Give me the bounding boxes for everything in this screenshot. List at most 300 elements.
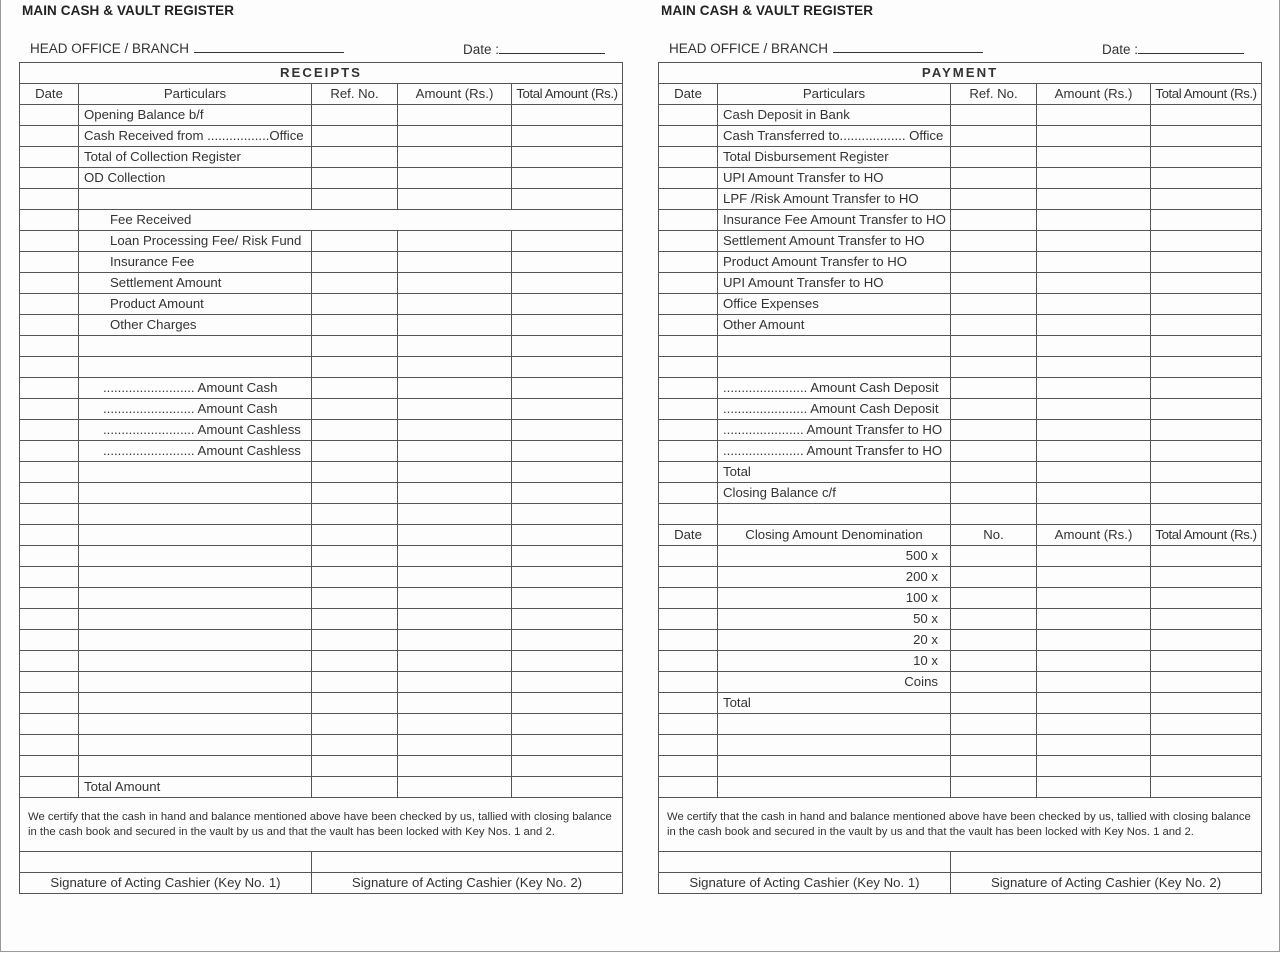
amount-cell[interactable] — [1037, 609, 1151, 630]
date-cell[interactable] — [20, 315, 79, 336]
particulars-cell: Total Disbursement Register — [718, 147, 951, 168]
amount-cell[interactable] — [1037, 441, 1151, 462]
date-cell[interactable] — [20, 168, 79, 189]
count-cell[interactable] — [951, 567, 1037, 588]
total-amount-cell[interactable] — [512, 567, 623, 588]
ref-no-cell[interactable] — [951, 441, 1037, 462]
total-amount-cell[interactable] — [1151, 168, 1262, 189]
signature-2-field[interactable] — [312, 852, 623, 873]
date-cell[interactable] — [659, 126, 718, 147]
ref-no-cell[interactable] — [951, 126, 1037, 147]
amount-cell[interactable] — [398, 714, 512, 735]
date-cell[interactable] — [659, 294, 718, 315]
total-amount-cell[interactable] — [1151, 252, 1262, 273]
amount-cell[interactable] — [398, 777, 512, 798]
amount-cell[interactable] — [398, 441, 512, 462]
date-cell[interactable] — [20, 378, 79, 399]
count-cell[interactable] — [951, 588, 1037, 609]
ref-no-cell[interactable] — [312, 315, 398, 336]
amount-cell[interactable] — [1037, 168, 1151, 189]
date-cell[interactable] — [659, 504, 718, 525]
total-amount-cell[interactable] — [1151, 651, 1262, 672]
total-amount-cell[interactable] — [1151, 504, 1262, 525]
ref-no-cell[interactable] — [951, 168, 1037, 189]
date-cell[interactable] — [20, 231, 79, 252]
amount-cell[interactable] — [398, 189, 512, 210]
total-amount-cell[interactable] — [1151, 126, 1262, 147]
date-field[interactable] — [1102, 41, 1244, 57]
ref-no-cell[interactable] — [312, 357, 398, 378]
date-cell[interactable] — [20, 399, 79, 420]
date-cell[interactable] — [659, 441, 718, 462]
ref-no-cell[interactable] — [951, 231, 1037, 252]
count-cell[interactable] — [951, 651, 1037, 672]
ref-no-cell[interactable] — [312, 651, 398, 672]
ref-no-cell[interactable] — [312, 378, 398, 399]
total-amount-cell[interactable] — [512, 399, 623, 420]
ref-no-cell[interactable] — [312, 273, 398, 294]
date-cell[interactable] — [659, 651, 718, 672]
ref-no-cell[interactable] — [312, 588, 398, 609]
total-amount-cell[interactable] — [1151, 756, 1262, 777]
total-amount-cell[interactable] — [512, 462, 623, 483]
ref-no-cell[interactable] — [951, 462, 1037, 483]
total-amount-cell[interactable] — [512, 735, 623, 756]
total-amount-cell[interactable] — [1151, 315, 1262, 336]
amount-cell[interactable] — [398, 546, 512, 567]
date-cell[interactable] — [659, 735, 718, 756]
date-cell[interactable] — [20, 273, 79, 294]
date-cell[interactable] — [20, 672, 79, 693]
ref-no-cell[interactable] — [951, 714, 1037, 735]
denom-header-amount: Amount (Rs.) — [1037, 525, 1151, 546]
total-amount-cell[interactable] — [512, 525, 623, 546]
table-row — [20, 609, 623, 630]
amount-cell[interactable] — [398, 756, 512, 777]
amount-cell[interactable] — [398, 651, 512, 672]
total-amount-cell[interactable] — [512, 609, 623, 630]
date-cell[interactable] — [659, 672, 718, 693]
total-amount-cell[interactable] — [512, 147, 623, 168]
date-cell[interactable] — [659, 567, 718, 588]
total-amount-cell[interactable] — [1151, 441, 1262, 462]
ref-no-cell[interactable] — [312, 420, 398, 441]
date-cell[interactable] — [659, 105, 718, 126]
amount-cell[interactable] — [1037, 105, 1151, 126]
ref-no-cell[interactable] — [951, 315, 1037, 336]
total-amount-cell[interactable] — [1151, 399, 1262, 420]
total-amount-cell[interactable] — [512, 693, 623, 714]
amount-cell[interactable] — [1037, 693, 1151, 714]
ref-no-cell[interactable] — [951, 252, 1037, 273]
count-cell[interactable] — [951, 609, 1037, 630]
total-amount-cell[interactable] — [512, 483, 623, 504]
date-cell[interactable] — [659, 315, 718, 336]
date-cell[interactable] — [20, 147, 79, 168]
amount-cell[interactable] — [398, 567, 512, 588]
amount-cell[interactable] — [398, 672, 512, 693]
amount-cell[interactable] — [1037, 378, 1151, 399]
amount-cell[interactable] — [1037, 126, 1151, 147]
total-amount-cell[interactable] — [1151, 735, 1262, 756]
table-row — [20, 672, 623, 693]
ref-no-cell[interactable] — [951, 294, 1037, 315]
date-cell[interactable] — [20, 441, 79, 462]
ref-no-cell[interactable] — [312, 147, 398, 168]
ref-no-cell[interactable] — [312, 525, 398, 546]
ref-no-cell[interactable] — [951, 756, 1037, 777]
total-amount-cell[interactable] — [512, 504, 623, 525]
branch-field[interactable] — [669, 40, 983, 56]
amount-cell[interactable] — [1037, 147, 1151, 168]
amount-cell[interactable] — [398, 252, 512, 273]
total-amount-cell[interactable] — [512, 420, 623, 441]
ref-no-cell[interactable] — [312, 567, 398, 588]
date-cell[interactable] — [20, 462, 79, 483]
amount-cell[interactable] — [1037, 483, 1151, 504]
amount-cell[interactable] — [1037, 210, 1151, 231]
date-cell[interactable] — [659, 231, 718, 252]
date-cell[interactable] — [20, 693, 79, 714]
branch-input-line[interactable] — [833, 40, 983, 53]
particulars-cell[interactable] — [718, 714, 951, 735]
total-amount-cell[interactable] — [1151, 714, 1262, 735]
total-amount-cell[interactable] — [512, 273, 623, 294]
ref-no-cell[interactable] — [312, 252, 398, 273]
total-amount-cell[interactable] — [512, 336, 623, 357]
amount-cell[interactable] — [1037, 630, 1151, 651]
amount-cell[interactable] — [1037, 357, 1151, 378]
amount-cell[interactable] — [398, 147, 512, 168]
total-amount-cell[interactable] — [1151, 273, 1262, 294]
count-cell[interactable] — [951, 693, 1037, 714]
ref-no-cell[interactable] — [312, 462, 398, 483]
total-amount-cell[interactable] — [1151, 210, 1262, 231]
denom-header-denomination: Closing Amount Denomination — [718, 525, 951, 546]
date-cell[interactable] — [659, 168, 718, 189]
date-cell[interactable] — [20, 252, 79, 273]
amount-cell[interactable] — [1037, 504, 1151, 525]
ref-no-cell[interactable] — [312, 546, 398, 567]
amount-cell[interactable] — [398, 735, 512, 756]
register-title: MAIN CASH & VAULT REGISTER — [22, 3, 235, 18]
date-cell[interactable] — [659, 462, 718, 483]
total-amount-cell[interactable] — [512, 630, 623, 651]
amount-cell[interactable] — [398, 378, 512, 399]
date-cell[interactable] — [20, 210, 79, 231]
ref-no-cell[interactable] — [951, 189, 1037, 210]
amount-cell[interactable] — [398, 693, 512, 714]
ref-no-cell[interactable] — [951, 504, 1037, 525]
date-cell[interactable] — [20, 105, 79, 126]
amount-cell[interactable] — [1037, 546, 1151, 567]
amount-cell[interactable] — [1037, 315, 1151, 336]
ref-no-cell[interactable] — [312, 756, 398, 777]
date-cell[interactable] — [659, 147, 718, 168]
particulars-cell: ....................... Amount Cash Deposit — [718, 378, 951, 399]
col-header-particulars: Particulars — [79, 84, 312, 105]
date-cell[interactable] — [659, 630, 718, 651]
date-cell[interactable] — [20, 126, 79, 147]
amount-cell[interactable] — [1037, 273, 1151, 294]
total-amount-cell[interactable] — [1151, 336, 1262, 357]
date-cell[interactable] — [659, 273, 718, 294]
amount-cell[interactable] — [398, 609, 512, 630]
denomination-row — [659, 546, 1262, 567]
ref-no-cell[interactable] — [951, 399, 1037, 420]
total-amount-cell[interactable] — [1151, 147, 1262, 168]
total-amount-cell[interactable] — [512, 126, 623, 147]
amount-cell[interactable] — [1037, 420, 1151, 441]
date-cell[interactable] — [20, 483, 79, 504]
count-cell[interactable] — [951, 672, 1037, 693]
date-cell[interactable] — [659, 336, 718, 357]
amount-cell[interactable] — [1037, 294, 1151, 315]
date-cell[interactable] — [20, 609, 79, 630]
date-cell[interactable] — [20, 546, 79, 567]
total-amount-cell[interactable] — [1151, 462, 1262, 483]
amount-cell[interactable] — [398, 588, 512, 609]
ref-no-cell[interactable] — [312, 777, 398, 798]
table-row — [20, 525, 623, 546]
receipts-table — [19, 62, 623, 894]
ref-no-cell[interactable] — [312, 399, 398, 420]
table-row — [20, 399, 623, 420]
amount-cell[interactable] — [1037, 588, 1151, 609]
ref-no-cell[interactable] — [951, 777, 1037, 798]
ref-no-cell[interactable] — [312, 609, 398, 630]
amount-cell[interactable] — [398, 525, 512, 546]
total-amount-cell[interactable] — [512, 441, 623, 462]
total-amount-cell[interactable] — [512, 231, 623, 252]
branch-input-line[interactable] — [194, 40, 344, 53]
amount-cell[interactable] — [398, 420, 512, 441]
col-header-amount: Amount (Rs.) — [1037, 84, 1151, 105]
col-header-date: Date — [659, 84, 718, 105]
ref-no-cell[interactable] — [312, 630, 398, 651]
date-cell[interactable] — [20, 420, 79, 441]
date-cell[interactable] — [659, 756, 718, 777]
amount-cell[interactable] — [1037, 231, 1151, 252]
date-cell[interactable] — [20, 777, 79, 798]
table-row — [20, 693, 623, 714]
date-cell[interactable] — [20, 756, 79, 777]
amount-cell[interactable] — [1037, 567, 1151, 588]
ref-no-cell[interactable] — [951, 378, 1037, 399]
amount-cell[interactable] — [398, 105, 512, 126]
date-field[interactable] — [463, 41, 605, 57]
total-amount-cell[interactable] — [512, 378, 623, 399]
date-cell[interactable] — [20, 630, 79, 651]
ref-no-cell[interactable] — [312, 441, 398, 462]
date-cell[interactable] — [20, 357, 79, 378]
signature-1-field[interactable] — [20, 852, 312, 873]
total-amount-cell[interactable] — [1151, 357, 1262, 378]
date-cell[interactable] — [20, 714, 79, 735]
particulars-cell — [79, 525, 312, 546]
ref-no-cell[interactable] — [312, 294, 398, 315]
total-amount-cell[interactable] — [1151, 630, 1262, 651]
ref-no-cell[interactable] — [951, 420, 1037, 441]
total-amount-cell[interactable] — [1151, 231, 1262, 252]
amount-cell[interactable] — [398, 168, 512, 189]
date-cell[interactable] — [659, 588, 718, 609]
total-amount-cell[interactable] — [512, 714, 623, 735]
branch-field[interactable] — [30, 40, 344, 56]
ref-no-cell[interactable] — [312, 168, 398, 189]
ref-no-cell[interactable] — [312, 105, 398, 126]
amount-cell[interactable] — [1037, 399, 1151, 420]
date-cell[interactable] — [20, 651, 79, 672]
signature-1-label: Signature of Acting Cashier (Key No. 1) — [659, 873, 951, 894]
amount-cell[interactable] — [398, 462, 512, 483]
ref-no-cell[interactable] — [312, 504, 398, 525]
ref-no-cell[interactable] — [951, 357, 1037, 378]
table-row — [20, 336, 623, 357]
date-cell[interactable] — [659, 693, 718, 714]
amount-cell[interactable] — [1037, 735, 1151, 756]
total-amount-cell[interactable] — [512, 651, 623, 672]
ref-no-cell[interactable] — [312, 735, 398, 756]
date-cell[interactable] — [659, 483, 718, 504]
particulars-cell[interactable] — [718, 735, 951, 756]
date-cell[interactable] — [20, 504, 79, 525]
date-cell[interactable] — [659, 609, 718, 630]
amount-cell[interactable] — [398, 630, 512, 651]
date-cell[interactable] — [659, 777, 718, 798]
total-amount-cell[interactable] — [512, 252, 623, 273]
amount-cell[interactable] — [1037, 777, 1151, 798]
ref-no-cell[interactable] — [951, 483, 1037, 504]
date-cell[interactable] — [659, 189, 718, 210]
total-amount-cell[interactable] — [512, 294, 623, 315]
particulars-cell: Total Amount — [79, 777, 312, 798]
signature-1-field[interactable] — [659, 852, 951, 873]
ref-no-cell[interactable] — [951, 336, 1037, 357]
total-amount-cell[interactable] — [1151, 420, 1262, 441]
amount-cell[interactable] — [398, 315, 512, 336]
ref-no-cell[interactable] — [312, 672, 398, 693]
ref-no-cell[interactable] — [312, 189, 398, 210]
total-amount-cell[interactable] — [1151, 378, 1262, 399]
total-amount-cell[interactable] — [1151, 588, 1262, 609]
ref-no-cell[interactable] — [312, 693, 398, 714]
date-cell[interactable] — [659, 399, 718, 420]
amount-cell[interactable] — [1037, 651, 1151, 672]
total-amount-cell[interactable] — [1151, 567, 1262, 588]
date-cell[interactable] — [20, 735, 79, 756]
date-cell[interactable] — [20, 189, 79, 210]
amount-cell[interactable] — [1037, 714, 1151, 735]
ref-no-cell[interactable] — [951, 273, 1037, 294]
total-amount-cell[interactable] — [1151, 483, 1262, 504]
signature-2-label: Signature of Acting Cashier (Key No. 2) — [951, 873, 1262, 894]
ref-no-cell[interactable] — [312, 714, 398, 735]
total-amount-cell[interactable] — [512, 105, 623, 126]
count-cell[interactable] — [951, 546, 1037, 567]
amount-cell[interactable] — [1037, 336, 1151, 357]
amount-cell[interactable] — [1037, 252, 1151, 273]
total-amount-cell[interactable] — [512, 546, 623, 567]
ref-no-cell[interactable] — [951, 147, 1037, 168]
amount-cell[interactable] — [398, 294, 512, 315]
total-amount-cell[interactable] — [512, 588, 623, 609]
amount-cell[interactable] — [398, 357, 512, 378]
date-cell[interactable] — [659, 210, 718, 231]
date-cell[interactable] — [20, 294, 79, 315]
amount-cell[interactable] — [398, 336, 512, 357]
amount-cell[interactable] — [398, 126, 512, 147]
denomination-label: Coins — [718, 672, 951, 693]
ref-no-cell[interactable] — [951, 105, 1037, 126]
ref-no-cell[interactable] — [951, 735, 1037, 756]
total-amount-cell[interactable] — [512, 756, 623, 777]
total-amount-cell[interactable] — [1151, 777, 1262, 798]
particulars-cell[interactable] — [718, 777, 951, 798]
amount-cell[interactable] — [398, 399, 512, 420]
table-row — [659, 378, 1262, 399]
amount-cell[interactable] — [1037, 189, 1151, 210]
date-cell[interactable] — [20, 336, 79, 357]
total-amount-cell[interactable] — [512, 357, 623, 378]
date-cell[interactable] — [20, 567, 79, 588]
particulars-cell — [79, 357, 312, 378]
table-row — [659, 714, 1262, 735]
amount-cell[interactable] — [1037, 756, 1151, 777]
total-amount-cell[interactable] — [1151, 693, 1262, 714]
ref-no-cell[interactable] — [312, 231, 398, 252]
date-cell[interactable] — [659, 378, 718, 399]
date-cell[interactable] — [659, 714, 718, 735]
ref-no-cell[interactable] — [312, 126, 398, 147]
total-amount-cell[interactable] — [1151, 105, 1262, 126]
signature-2-field[interactable] — [951, 852, 1262, 873]
amount-cell[interactable] — [398, 483, 512, 504]
date-input-line[interactable] — [1138, 41, 1244, 54]
total-amount-cell[interactable] — [1151, 546, 1262, 567]
column-header-row — [659, 84, 1262, 105]
amount-cell[interactable] — [1037, 672, 1151, 693]
total-amount-cell[interactable] — [1151, 609, 1262, 630]
date-cell[interactable] — [20, 588, 79, 609]
ref-no-cell[interactable] — [951, 210, 1037, 231]
total-amount-cell[interactable] — [1151, 189, 1262, 210]
amount-cell[interactable] — [398, 504, 512, 525]
total-amount-cell[interactable] — [1151, 294, 1262, 315]
total-amount-cell[interactable] — [512, 315, 623, 336]
amount-cell[interactable] — [1037, 462, 1151, 483]
ref-no-cell[interactable] — [312, 336, 398, 357]
amount-cell[interactable] — [398, 273, 512, 294]
total-amount-cell[interactable] — [512, 189, 623, 210]
date-input-line[interactable] — [499, 41, 605, 54]
total-amount-cell[interactable] — [512, 168, 623, 189]
date-cell[interactable] — [659, 420, 718, 441]
total-amount-cell[interactable] — [512, 777, 623, 798]
date-cell[interactable] — [659, 252, 718, 273]
particulars-cell[interactable] — [718, 756, 951, 777]
date-cell[interactable] — [659, 357, 718, 378]
date-cell[interactable] — [20, 525, 79, 546]
total-amount-cell[interactable] — [512, 672, 623, 693]
total-amount-cell[interactable] — [1151, 672, 1262, 693]
certification-text: We certify that the cash in hand and balance mentioned above have been checked by us, tallied with closing balance in the cash book and secured in the vault by us and that the vault has been locked with Key Nos. 1 and 2. — [659, 798, 1262, 852]
col-header-ref-no: Ref. No. — [951, 84, 1037, 105]
ref-no-cell[interactable] — [312, 483, 398, 504]
date-cell[interactable] — [659, 546, 718, 567]
amount-cell[interactable] — [398, 231, 512, 252]
count-cell[interactable] — [951, 630, 1037, 651]
